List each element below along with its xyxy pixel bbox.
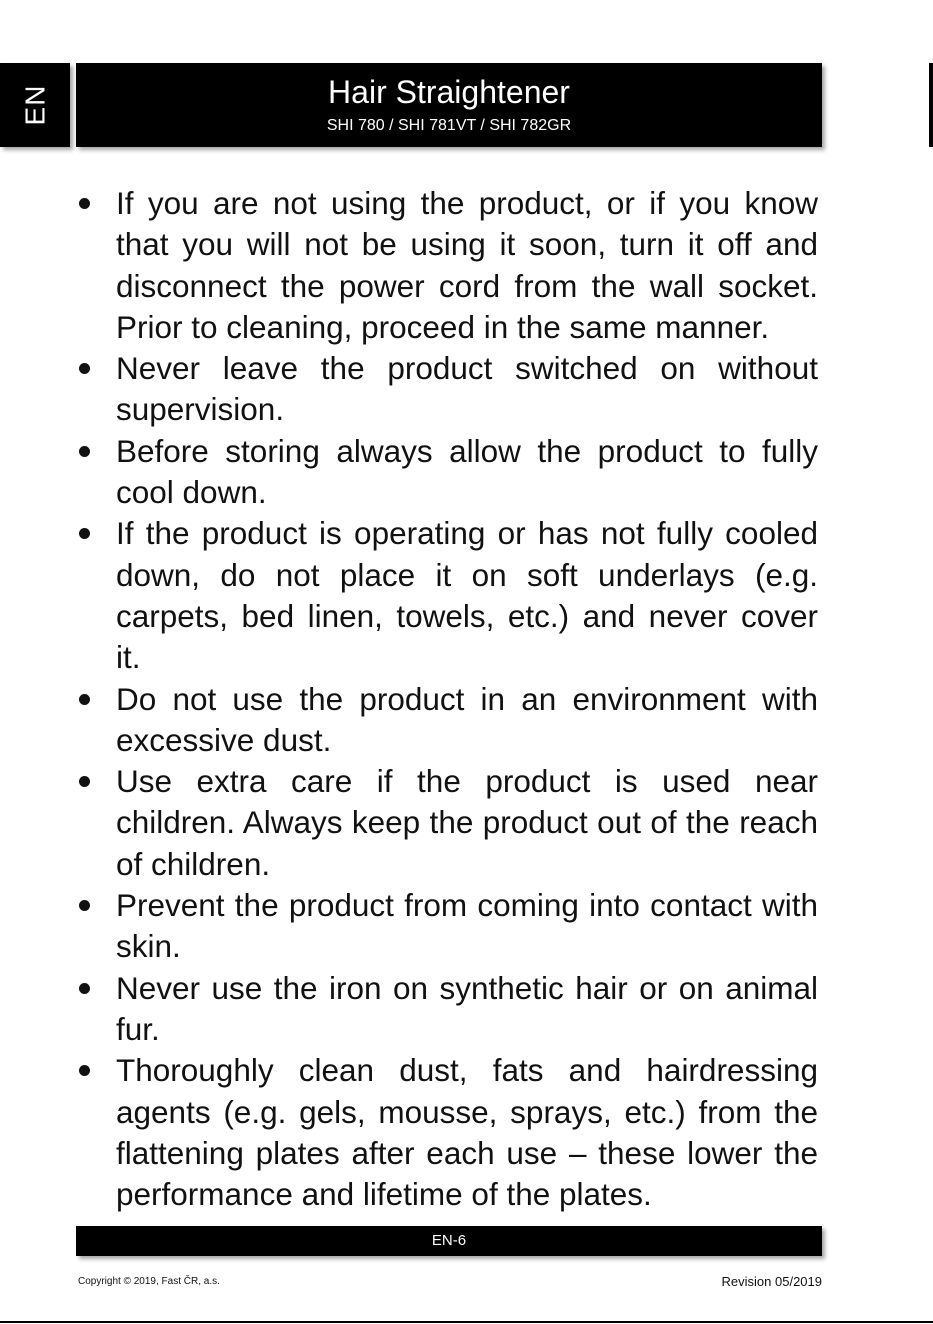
copyright-notice: Copyright © 2019, Fast ČR, a.s. bbox=[78, 1276, 220, 1287]
list-item bbox=[76, 968, 818, 1051]
list-item-text: If the product is operating or has not fully cooled down, do not place it on soft underlays (e.g. carpets, bed linen, towels, etc.) and never cover it. bbox=[116, 515, 818, 676]
list-item bbox=[76, 761, 818, 885]
list-item bbox=[76, 1050, 818, 1215]
page-title: Hair Straightener bbox=[328, 74, 570, 110]
list-item bbox=[76, 885, 818, 968]
bullet-icon bbox=[79, 363, 90, 374]
bullet-icon bbox=[79, 983, 90, 994]
list-item-text: Do not use the product in an environment with excessive dust. bbox=[116, 680, 818, 758]
list-item bbox=[76, 183, 818, 348]
language-label: EN bbox=[19, 84, 50, 126]
bullet-icon bbox=[79, 198, 90, 209]
bullet-icon bbox=[79, 776, 90, 787]
list-item bbox=[76, 513, 818, 678]
bullet-icon bbox=[79, 528, 90, 539]
bullet-icon bbox=[79, 1065, 90, 1076]
list-item bbox=[76, 431, 818, 514]
safety-instructions bbox=[76, 183, 818, 1215]
list-item-text: Prevent the product from coming into contact with skin. bbox=[116, 887, 818, 965]
page-number: EN-6 bbox=[431, 1232, 467, 1249]
list-item-text: Never use the iron on synthetic hair or on animal fur. bbox=[116, 969, 818, 1047]
list-item-text: Never leave the product switched on without supervision. bbox=[116, 350, 818, 428]
revision-label: Revision 05/2019 bbox=[721, 1274, 822, 1289]
list-item-text: If you are not using the product, or if you know that you will not be using it soon, turn it off and disconnect the power cord from the wall socket. Prior to cleaning, proceed in the same manner. bbox=[116, 185, 818, 345]
language-tab bbox=[0, 63, 70, 147]
page-number-bar bbox=[76, 1226, 822, 1256]
list-item bbox=[76, 679, 818, 762]
bullet-list bbox=[76, 183, 818, 1215]
list-item bbox=[76, 348, 818, 431]
list-item-text: Use extra care if the product is used near children. Always keep the product out of the reach of children. bbox=[116, 763, 818, 882]
bullet-icon bbox=[79, 900, 90, 911]
bullet-icon bbox=[79, 694, 90, 705]
model-numbers: SHI 780 / SHI 781VT / SHI 782GR bbox=[326, 117, 572, 134]
list-item-text: Thoroughly clean dust, fats and hairdressing agents (e.g. gels, mousse, sprays, etc.) from the flattening plates after each use – these lower the performance and lifetime of the plates. bbox=[116, 1052, 818, 1213]
bullet-icon bbox=[79, 446, 90, 457]
header-bar bbox=[76, 63, 822, 147]
list-item-text: Before storing always allow the product to fully cool down. bbox=[116, 432, 818, 511]
bottom-divider bbox=[0, 1321, 933, 1323]
edge-mark bbox=[929, 63, 933, 147]
